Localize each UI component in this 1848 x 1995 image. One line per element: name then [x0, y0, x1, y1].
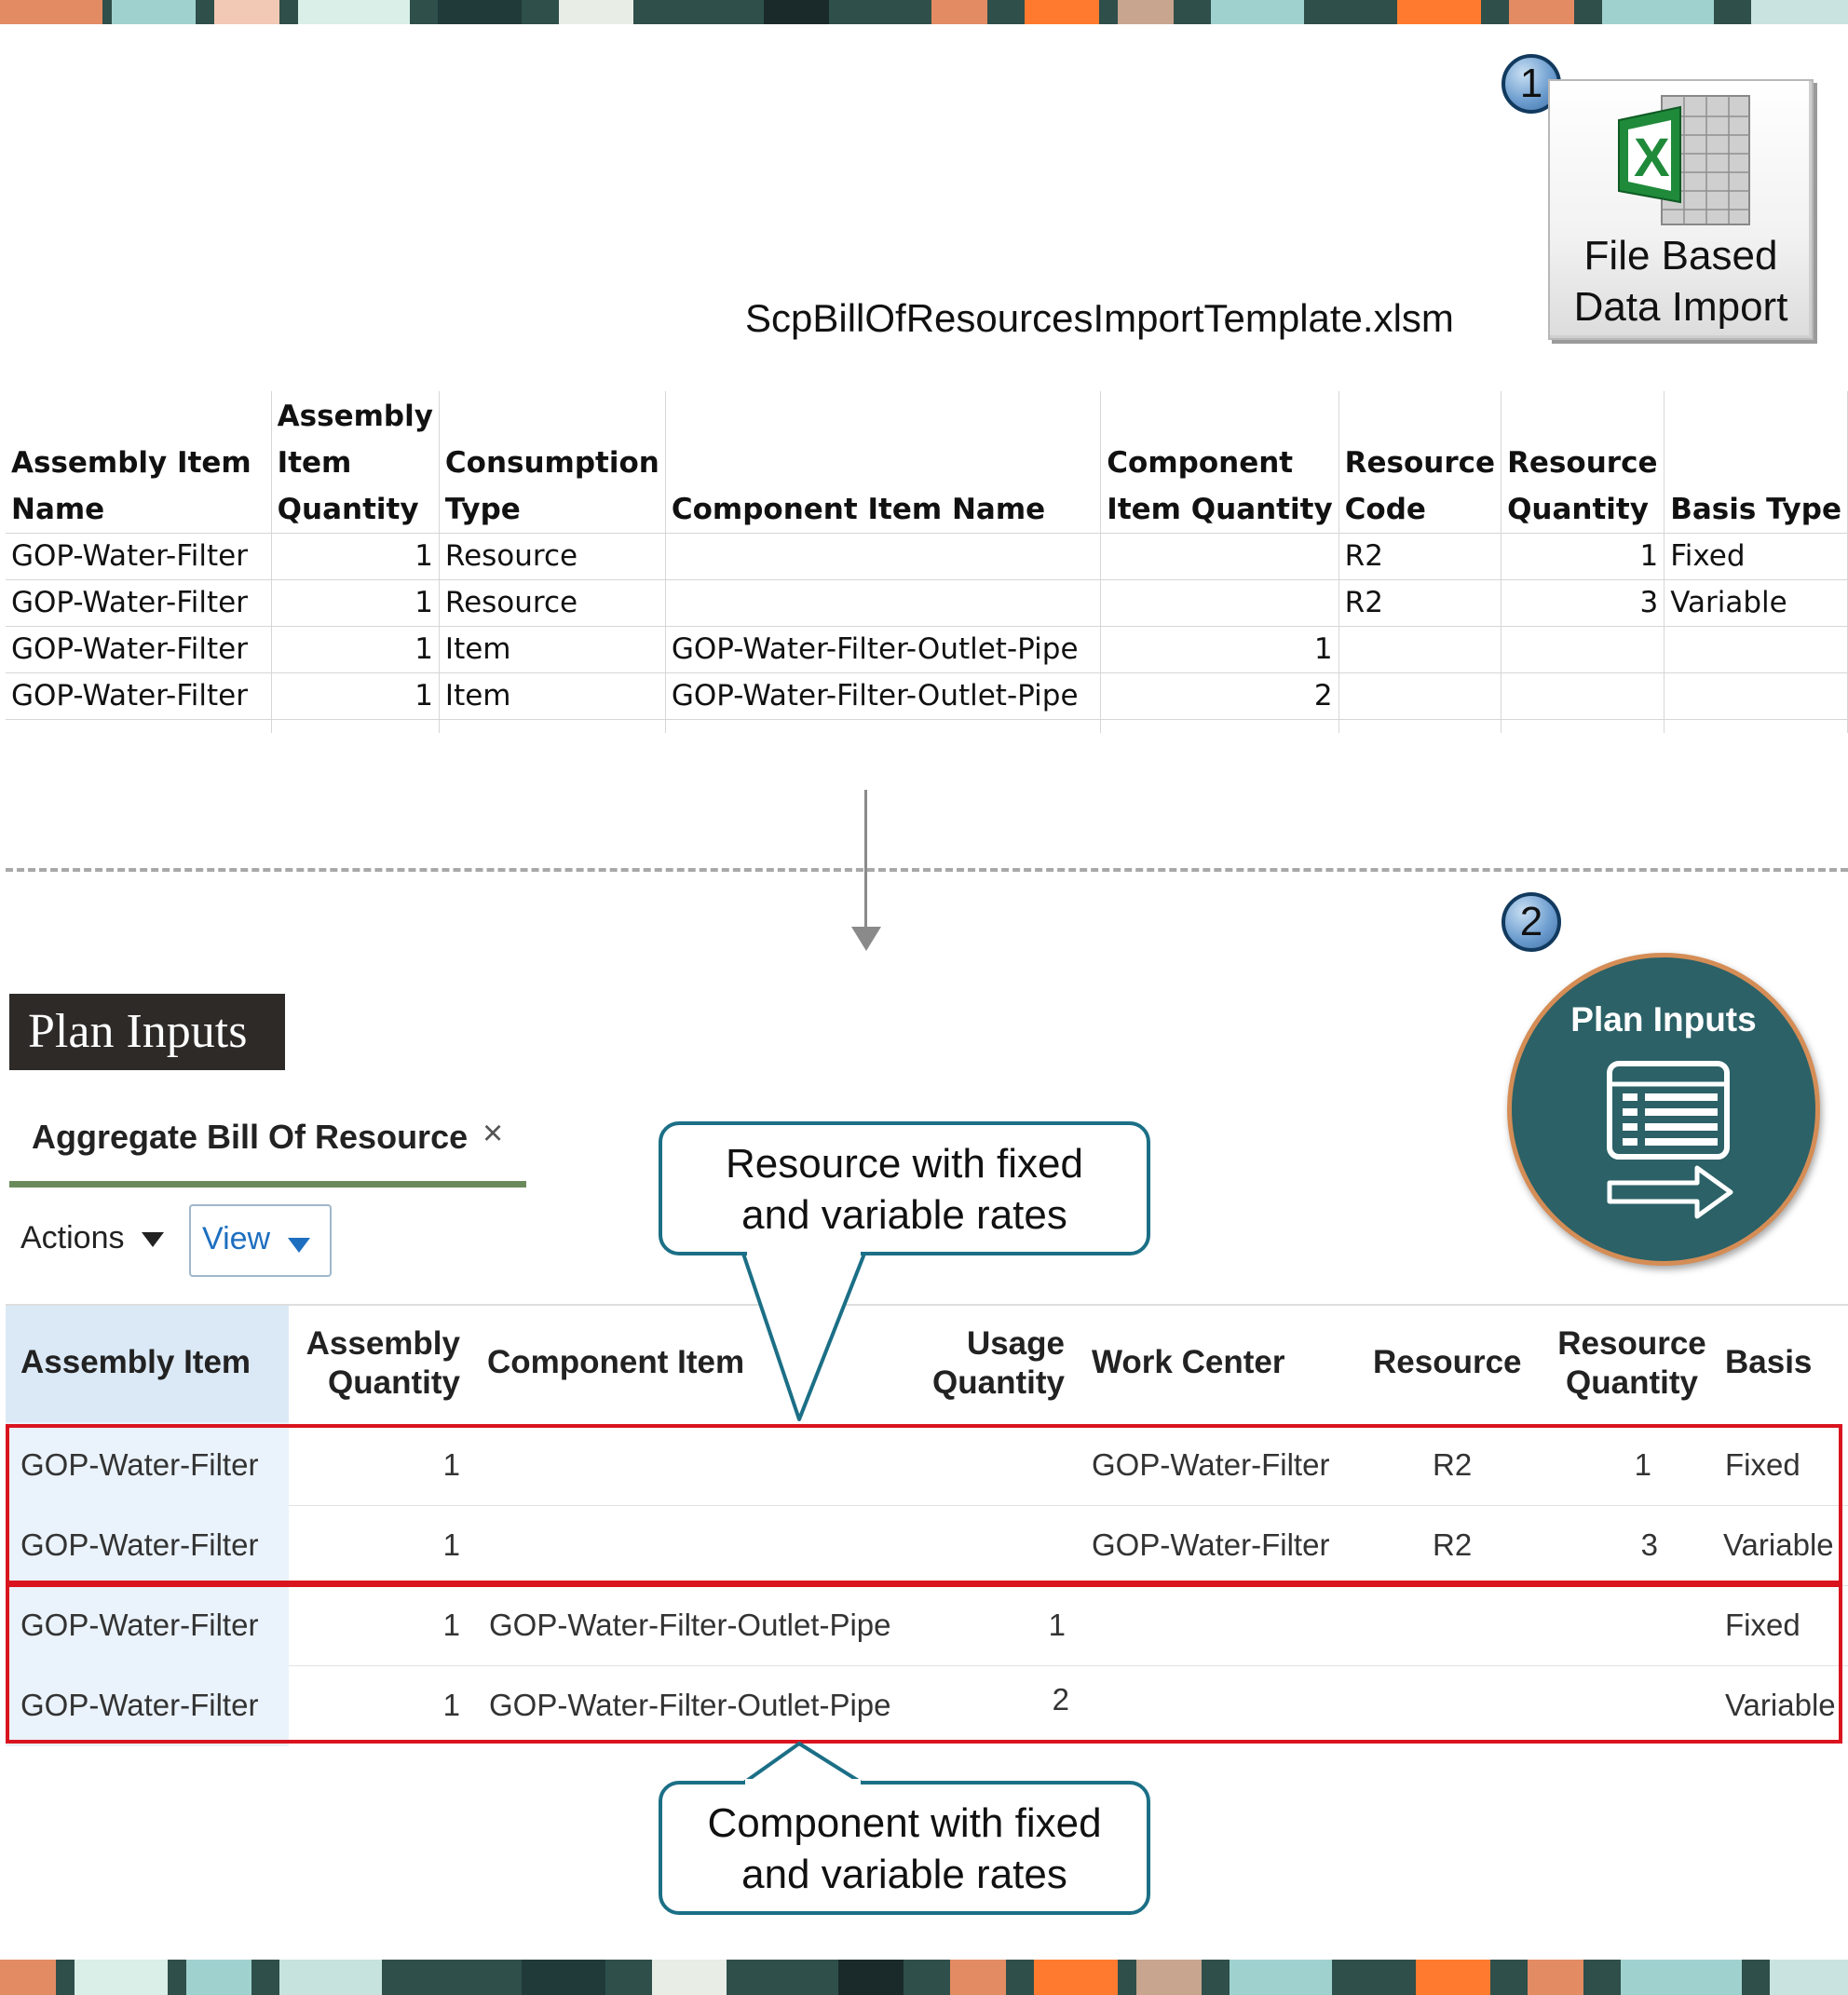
- template-filename: ScpBillOfResourcesImportTemplate.xlsm: [745, 296, 1454, 340]
- sheet-header-component-item-quantity: Component Item Quantity: [1101, 391, 1338, 533]
- page-title: Plan Inputs: [9, 994, 285, 1070]
- component-callout-mask: [745, 1779, 861, 1786]
- resource-callout: Resource with fixed and variable rates: [659, 1121, 1150, 1255]
- close-icon[interactable]: ×: [482, 1114, 504, 1153]
- sheet-header-assembly-item-name: Assembly Item Name: [6, 391, 271, 533]
- sheet-header-assembly-item-quantity: Assembly Item Quantity: [271, 391, 439, 533]
- file-based-data-import-label: File Based Data Import: [1573, 233, 1788, 330]
- grid-header-basis[interactable]: Basis: [1725, 1344, 1813, 1380]
- plan-inputs-tile-label: Plan Inputs: [1570, 1000, 1757, 1038]
- grid-header-assembly-quantity[interactable]: Assembly Quantity: [306, 1325, 460, 1401]
- grid-header-resource-quantity[interactable]: Resource Quantity: [1557, 1325, 1706, 1401]
- sheet-row: GOP-Water-Filter 1 Item GOP-Water-Filter-Outlet-Pipe 1: [6, 626, 1848, 672]
- sheet-row: GOP-Water-Filter 1 Resource R2 3 Variable: [6, 579, 1848, 626]
- sheet-header-resource-code: Resource Code: [1338, 391, 1501, 533]
- grid-header-component-item[interactable]: Component Item: [487, 1344, 745, 1380]
- tab-label: Aggregate Bill Of Resource: [32, 1118, 469, 1156]
- component-callout: Component with fixed and variable rates: [659, 1781, 1150, 1915]
- sheet-header-resource-quantity: Resource Quantity: [1502, 391, 1665, 533]
- sheet-row: GOP-Water-Filter 1 Item GOP-Water-Filter-Outlet-Pipe 2: [6, 672, 1848, 719]
- sheet-row: GOP-Water-Filter 1 Resource R2 1 Fixed: [6, 533, 1848, 579]
- sheet-header-component-item-name: Component Item Name: [665, 391, 1100, 533]
- step-1-number: 1: [1519, 61, 1543, 106]
- step-2-number: 2: [1519, 899, 1543, 944]
- grid-header-work-center[interactable]: Work Center: [1092, 1344, 1285, 1380]
- view-label: View: [202, 1221, 271, 1256]
- resource-callout-mask: [747, 1250, 861, 1257]
- sheet-header-basis-type: Basis Type: [1665, 391, 1848, 533]
- grid-header-assembly-item[interactable]: Assembly Item: [20, 1344, 251, 1380]
- sheet-header-consumption-type: Consumption Type: [439, 391, 665, 533]
- decorative-band-bottom: [0, 1960, 1848, 1995]
- grid-header-usage-quantity[interactable]: Usage Quantity: [932, 1325, 1065, 1401]
- grid-header-resource[interactable]: Resource: [1373, 1344, 1522, 1380]
- svg-text:X: X: [1634, 128, 1670, 188]
- actions-label: Actions: [20, 1220, 125, 1255]
